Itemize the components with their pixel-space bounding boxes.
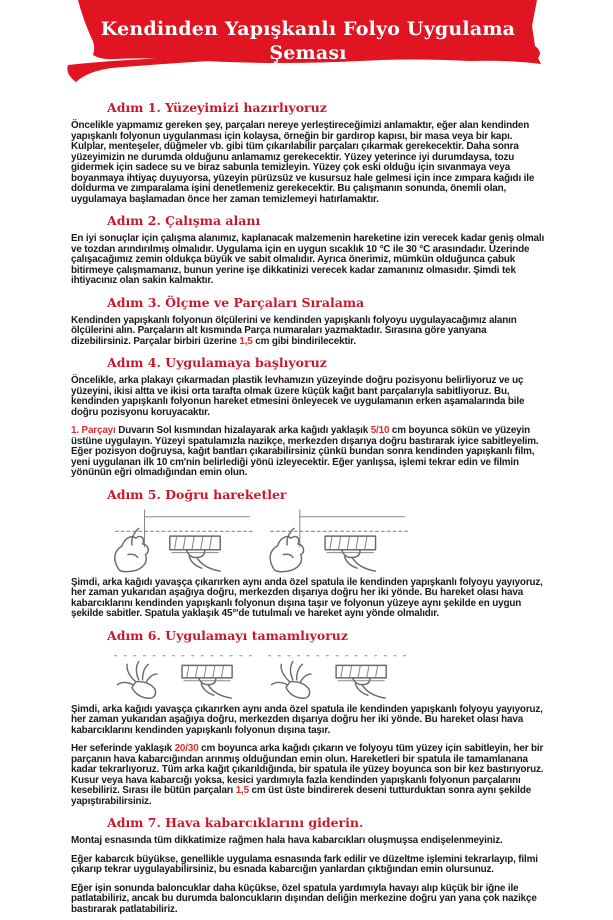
step-4-paragraph-2: 1. Parçayı Duvarın Sol kısmından hizalayarak arka kağıdı yaklaşık 5/10 cm boyunca sökün ve yüzeyin üstüne uygulayın. Yüzeyi spatulamızla nazikçe, merkezden dışarıya doğru bastırarak iyice sabitleyelim. Eğer pozisyon doğruysa, kağıt bantları çıkarabilirsiniz çünkü bundan sonra kendinden yapışkanlı film, yeni uygulanan ilk 10 cm'nin belirlediği yönü izleyecektir. Eğer yanlışsa, işlemi tekrar edin ve filmin yönünün eğri olmadığından emin olun. xyxy=(71,425,539,478)
step-3-heading: Adım 3. Ölçme ve Parçaları Sıralama xyxy=(107,294,365,310)
step-5-illustration-peeling-foil-with-squeegee xyxy=(101,508,547,574)
step-7-paragraph-2: Eğer kabarcık büyükse, genellikle uygulama esnasında fark edilir ve düzeltme işlemini tekrarlayıp, filmi çıkarıp tekrar uygulayabilirsiniz, bu esnada kabarcığın yanlardan çıktığından emin olursunuz. xyxy=(71,853,538,875)
section-step-2 xyxy=(71,213,547,287)
step-5-heading: Adım 5. Doğru hareketler xyxy=(107,486,287,502)
step-5-paragraph: Şimdi, arka kağıdı yavaşça çıkarırken aynı anda özel spatula ile kendinden yapışkanlı folyoyu yayıyoruz, her zaman yukarıdan aşağıya doğru, merkezden dışarıya doğru her iki yönde. Bu hareket olası hava kabarcıklarını kendinden yapışkanlı folyonun dışına taşır ve folyonun yüzeye aynı şekilde en uygun şekilde sabitler. Spatula yaklaşık 45°'de tutulmalı ve hareket aynı yönde olmalıdır. xyxy=(71,576,543,619)
section-step-1 xyxy=(71,100,547,205)
step-7-heading: Adım 7. Hava kabarcıklarını giderin. xyxy=(107,815,364,830)
section-step-7 xyxy=(71,815,547,915)
step-1-heading: Adım 1. Yüzeyimizi hazırlıyoruz xyxy=(107,100,327,115)
step-6-heading: Adım 6. Uygulamayı tamamlıyoruz xyxy=(107,627,348,643)
document-body xyxy=(0,92,613,920)
section-step-5 xyxy=(71,487,547,620)
step-6-paragraph-2: Her seferinde yaklaşık 20/30 cm boyunca arka kağıdı çıkarın ve folyoyu tüm yüzey için sabitleyin, her bir parçanın hava kabarcığından arınmış olduğundan emin olun. Hareketleri bir spatula ile tamamlanana kadar tekrarlıyoruz. Tüm arka kağıt çıkarıldığında, bir spatula ile yüzey boyunca son bir kez bastırıyoruz. Kusur veya hava kabarcığı yoksa, kesici yardımıyla fazla kendinden yapışkanlı folyonun parçalarını kesebiliriz. Sırası ile bütün parçaları 1,5 cm üst üste bindirerek deseni tutturduktan sonra aynı şekilde yapıştırabilirsiniz. xyxy=(71,743,544,807)
step-2-paragraph: En iyi sonuçlar için çalışma alanımız, kaplanacak malzemenin hareketine izin verecek kadar geniş olmalı ve tozdan arındırılmış olmalıdır. Uygulama için en uygun sıcaklık 10 °C ile 30 °C arasındadır. Üzerinde çalışacağımız zemin oldukça büyük ve sabit olmalıdır. Ayrıca önerimiz, mümkün olduğunca çabuk bitirmeye çalışmamanız, bunun yerine işe dikkatinizi verecek kadar zamanınız olmasıdır. Şimdi tek ihtiyacınız olan sakin kalmaktır. xyxy=(71,233,545,286)
header-banner xyxy=(0,0,613,92)
step-7-paragraph-3: Eğer işin sonunda baloncuklar daha küçükse, özel spatula yardımıyla havayı alıp küçük bir iğne ile patlatabiliriz, ancak bu durumda baloncukların dışından deliğin merkezine doğru yan yana çok nazikçe bastırarak patlatabiliriz. xyxy=(71,882,537,915)
step-1-paragraph: Öncelikle yapmamız gereken şey, parçaları nereye yerleştireceğimizi anlamaktır, eğer alan kendinden yapışkanlı folyonun uygulanması için kolaysa, örneğin bir gardırop kapısı, bir masa veya bir kapı. Kulplar, menteşeler, düğmeler vb. gibi tüm çıkarılabilir parçaları çıkarmak gerekecektir. Daha sonra yüzeyimizin ne durumda olduğunu anlamamız gerekecektir. Yüzey yeterince iyi durumdaysa, tozu gidermek için sadece su ve biraz sabunla temizleyin. Yüzey çok eski olduğu için sıvanmaya veya boyanmaya ihtiyaç duyuyorsa, yüzeyin pürüzsüz ve kusursuz hale gelmesi için ince zımpara kağıdı ile doldurma ve zımparalama işini denetlemeniz gerekecektir. Bu çalışmanın sonunda, önemli olan, uygulamaya başlamadan önce her zaman temizlemeyi hatırlamaktır. xyxy=(71,120,535,205)
section-step-4 xyxy=(71,355,547,479)
step-7-paragraph-1: Montaj esnasında tüm dikkatimize rağmen hala hava kabarcıkları oluşmuşsa endişelenmeyiniz. xyxy=(71,835,503,846)
step-6-paragraph-1: Şimdi, arka kağıdı yavaşça çıkarırken aynı anda özel spatula ile kendinden yapışkanlı folyoyu yayıyoruz, her zaman yukarıdan aşağıya doğru, merkezden dışarıya doğru her iki yönde. Bu hareket olası hava kabarcıklarını kendinden yapışkanlı folyonun dışına taşır. xyxy=(71,703,543,736)
step-4-paragraph-1: Öncelikle, arka plakayı çıkarmadan plastik levhamızın yüzeyinde doğru pozisyonu belirliyoruz ve uç yüzeyini, ikisi altta ve ikisi orta tarafta olmak üzere küçük kağıt bant parçalarıyla sabitliyoruz. Bu, kendinden yapışkanlı folyonun hareket etmesini önleyecek ve uygulamanın erken aşamalarında bile doğru pozisyonu koruyacaktır. xyxy=(71,375,525,418)
page-title: Kendinden Yapışkanlı Folyo Uygulama Şeması xyxy=(100,18,516,64)
step-4-heading: Adım 4. Uygulamaya başlıyoruz xyxy=(107,355,327,370)
step-3-paragraph: Kendinden yapışkanlı folyonun ölçülerini ve kendinden yapışkanlı folyoyu uygulayacağımız alanın ölçülerini alın. Parçaların alt kısmında Parça numaraları yazmaktadır. Sırasına göre yanyana dizebilirsiniz. Parçalar birbiri üzerine 1,5 cm gibi bindirilecektir. xyxy=(71,314,517,347)
section-step-3 xyxy=(71,295,547,348)
step-6-illustration-smoothing-foil-with-squeegee xyxy=(101,649,547,701)
section-step-6 xyxy=(71,628,547,808)
step-2-heading: Adım 2. Çalışma alanı xyxy=(107,213,261,228)
